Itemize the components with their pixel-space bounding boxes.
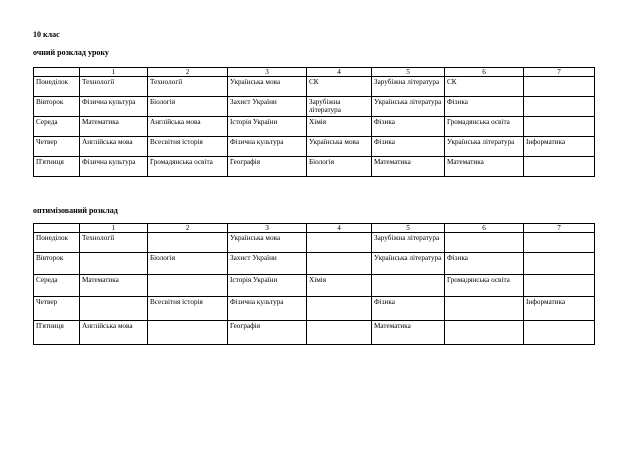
lesson-cell [524, 253, 595, 275]
period-header-7: 7 [524, 224, 595, 233]
table-row [34, 137, 595, 157]
period-header-5: 5 [372, 68, 445, 77]
period-header-6: 6 [445, 68, 524, 77]
lesson-cell [148, 275, 228, 297]
lesson-cell [524, 157, 595, 177]
lesson-cell [148, 233, 228, 253]
lesson-cell: Технології [80, 77, 148, 97]
lesson-cell: Географія [228, 157, 307, 177]
section-title-regular: очний розклад уроку [33, 48, 109, 57]
lesson-cell [445, 321, 524, 345]
lesson-cell [307, 253, 372, 275]
lesson-cell: Фізична культура [228, 297, 307, 321]
lesson-cell: Громадянська освіта [445, 275, 524, 297]
day-cell: Середа [34, 275, 80, 297]
lesson-cell: Математика [445, 157, 524, 177]
lesson-cell: Фізика [372, 297, 445, 321]
lesson-cell: Технології [80, 233, 148, 253]
period-header-6: 6 [445, 224, 524, 233]
lesson-cell: Громадянська освіта [445, 117, 524, 137]
period-header-3: 3 [228, 68, 307, 77]
lesson-cell: Інформатика [524, 297, 595, 321]
lesson-cell [80, 253, 148, 275]
lesson-cell [372, 275, 445, 297]
lesson-cell: Географія [228, 321, 307, 345]
lesson-cell: Фізика [372, 117, 445, 137]
lesson-cell: Англійська мова [148, 117, 228, 137]
lesson-cell [524, 233, 595, 253]
lesson-cell: Фізика [372, 137, 445, 157]
lesson-cell: Зарубіжна література [372, 233, 445, 253]
lesson-cell [307, 233, 372, 253]
day-cell: Понеділок [34, 77, 80, 97]
period-header-5: 5 [372, 224, 445, 233]
day-cell: Четвер [34, 297, 80, 321]
period-header-1: 1 [80, 224, 148, 233]
lesson-cell: Технології [148, 77, 228, 97]
lesson-cell: Фізика [445, 253, 524, 275]
lesson-cell: Історія України [228, 117, 307, 137]
class-title: 10 клас [33, 30, 60, 39]
lesson-cell: Математика [372, 157, 445, 177]
lesson-cell: Українська мова [228, 233, 307, 253]
period-header-4: 4 [307, 224, 372, 233]
table-row [34, 117, 595, 137]
lesson-cell [524, 117, 595, 137]
period-header-4: 4 [307, 68, 372, 77]
header-day-cell [34, 68, 80, 77]
lesson-cell: Математика [372, 321, 445, 345]
period-header-1: 1 [80, 68, 148, 77]
period-header-7: 7 [524, 68, 595, 77]
table-row [34, 157, 595, 177]
lesson-cell: Зарубіжна література [372, 77, 445, 97]
header-row [34, 224, 595, 233]
lesson-cell: Українська мова [228, 77, 307, 97]
lesson-cell: Захист України [228, 253, 307, 275]
section-title-optimized: оптимізований розклад [33, 206, 118, 215]
lesson-cell: Фізика [445, 97, 524, 117]
lesson-cell: Захист України [228, 97, 307, 117]
lesson-cell: Біологія [148, 97, 228, 117]
lesson-cell: Хімія [307, 117, 372, 137]
table-row [34, 275, 595, 297]
period-header-3: 3 [228, 224, 307, 233]
lesson-cell: СК [445, 77, 524, 97]
lesson-cell [524, 77, 595, 97]
lesson-cell: Українська література [372, 97, 445, 117]
regular-schedule-table [33, 67, 595, 177]
lesson-cell [148, 321, 228, 345]
lesson-cell: Біологія [307, 157, 372, 177]
lesson-cell: Інформатика [524, 137, 595, 157]
lesson-cell [445, 233, 524, 253]
lesson-cell: Фізична культура [80, 97, 148, 117]
lesson-cell [524, 321, 595, 345]
lesson-cell [307, 297, 372, 321]
day-cell: П'ятниця [34, 157, 80, 177]
lesson-cell: Фізична культура [228, 137, 307, 157]
lesson-cell: Зарубіжна література [307, 97, 372, 117]
table-row [34, 233, 595, 253]
lesson-cell: Англійська мова [80, 137, 148, 157]
lesson-cell: Українська мова [307, 137, 372, 157]
lesson-cell: Математика [80, 117, 148, 137]
period-header-2: 2 [148, 68, 228, 77]
table-row [34, 321, 595, 345]
lesson-cell: Всесвітня історія [148, 137, 228, 157]
lesson-cell: Історія України [228, 275, 307, 297]
header-row [34, 68, 595, 77]
day-cell: Вівторок [34, 97, 80, 117]
lesson-cell [524, 97, 595, 117]
day-cell: Четвер [34, 137, 80, 157]
lesson-cell: Математика [80, 275, 148, 297]
day-cell: Понеділок [34, 233, 80, 253]
table-row [34, 253, 595, 275]
lesson-cell [445, 297, 524, 321]
table-row [34, 77, 595, 97]
day-cell: Вівторок [34, 253, 80, 275]
lesson-cell: Всесвітня історія [148, 297, 228, 321]
lesson-cell: СК [307, 77, 372, 97]
lesson-cell: Українська література [372, 253, 445, 275]
header-day-cell [34, 224, 80, 233]
period-header-2: 2 [148, 224, 228, 233]
lesson-cell: Громадянська освіта [148, 157, 228, 177]
lesson-cell: Фізична культура [80, 157, 148, 177]
lesson-cell [80, 297, 148, 321]
table-row [34, 97, 595, 117]
day-cell: П'ятниця [34, 321, 80, 345]
optimized-schedule-table [33, 223, 595, 345]
lesson-cell [307, 321, 372, 345]
lesson-cell: Англійська мова [80, 321, 148, 345]
lesson-cell: Хімія [307, 275, 372, 297]
lesson-cell [524, 275, 595, 297]
lesson-cell: Біологія [148, 253, 228, 275]
table-row [34, 297, 595, 321]
day-cell: Середа [34, 117, 80, 137]
lesson-cell: Українська література [445, 137, 524, 157]
